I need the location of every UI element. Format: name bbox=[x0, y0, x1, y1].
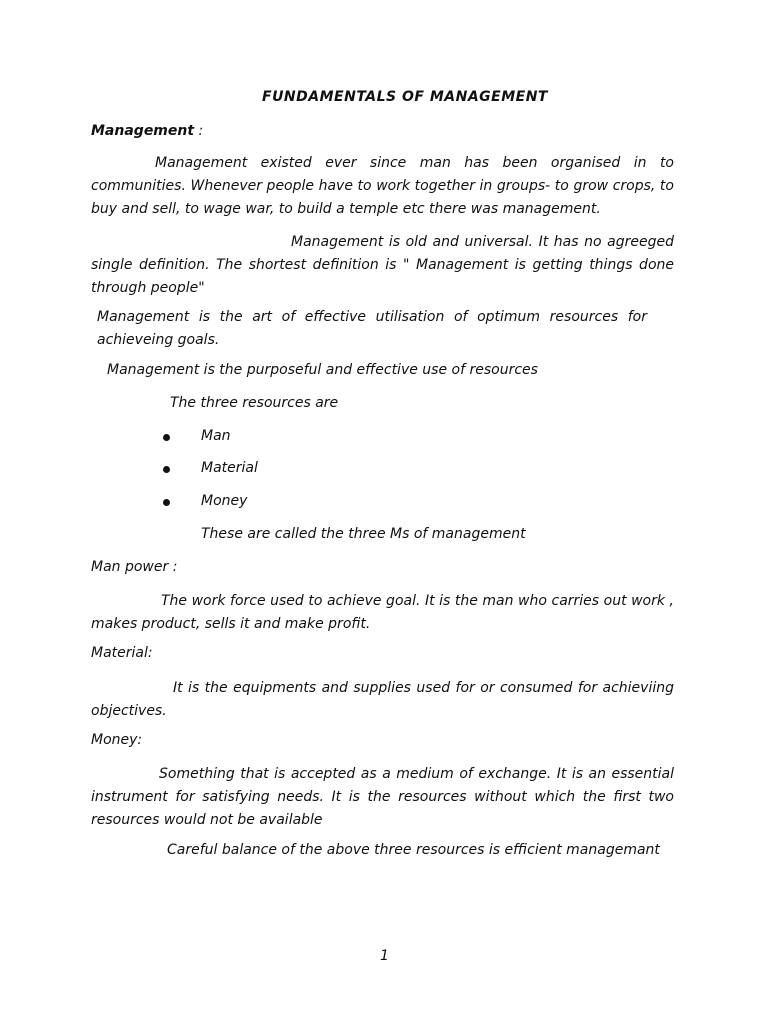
resource-man: Man bbox=[201, 428, 231, 444]
paragraph-origin: Management existed ever since man has been organised in to communities. Whenever people have to work together in groups- to grow crops, to buy and sell, to wage war, to build a temple etc there was management. bbox=[91, 155, 674, 217]
paragraph-purposeful-use: Management is the purposeful and effective use of resources bbox=[107, 362, 538, 378]
material-text: It is the equipments and supplies used for or consumed for achieviing objectives. bbox=[91, 680, 674, 719]
paragraph-art-of-utilisation: Management is the art of effective utilisation of optimum resources for achieveing goals. bbox=[97, 309, 647, 348]
page-number: 1 bbox=[380, 948, 389, 964]
document-title: FUNDAMENTALS OF MANAGEMENT bbox=[262, 89, 548, 105]
money-heading: Money: bbox=[91, 732, 143, 748]
management-heading-line bbox=[91, 123, 203, 139]
money-text: Something that is accepted as a medium of exchange. It is an essential instrument for satisfying needs. It is the resources without which the first two resources would not be available bbox=[91, 766, 674, 828]
resources-intro: The three resources are bbox=[170, 395, 339, 411]
management-heading-colon: : bbox=[194, 123, 204, 139]
manpower-text: The work force used to achieve goal. It is the man who carries out work , makes product, sells it and make profit. bbox=[91, 593, 674, 632]
three-ms-line: These are called the three Ms of management bbox=[201, 526, 526, 542]
manpower-heading: Man power : bbox=[91, 559, 178, 575]
management-heading: Management bbox=[91, 123, 195, 139]
bullet-icon bbox=[163, 466, 170, 473]
conclusion-line: Careful balance of the above three resources is efficient managemant bbox=[167, 842, 660, 858]
resource-money: Money bbox=[201, 493, 248, 509]
paragraph-definition: Management is old and universal. It has no agreeged single definition. The shortest definition is " Management is getting things done through people" bbox=[91, 234, 674, 296]
material-heading: Material: bbox=[91, 645, 153, 661]
resource-material: Material bbox=[201, 460, 258, 476]
bullet-icon bbox=[163, 434, 170, 441]
bullet-icon bbox=[163, 499, 170, 506]
